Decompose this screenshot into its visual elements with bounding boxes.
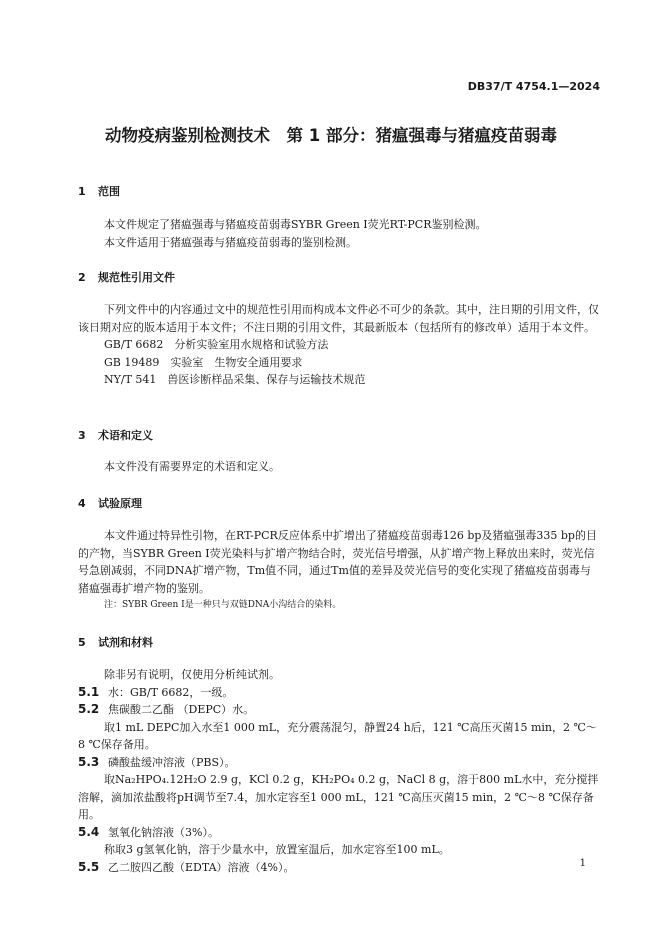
paragraph: 本文件适用于猪瘟强毒与猪瘟疫苗弱毒的鉴别检测。 bbox=[104, 235, 357, 249]
reference-item: GB 19489 实验室 生物安全通用要求 bbox=[104, 355, 303, 369]
section-number: 3 bbox=[78, 429, 86, 442]
section-title: 规范性引用文件 bbox=[98, 271, 175, 284]
section-title: 试剂和材料 bbox=[98, 636, 153, 649]
section-3-heading bbox=[78, 427, 153, 443]
section-4-body bbox=[78, 527, 600, 615]
paragraph: 除非另有说明，仅使用分析纯试剂。 bbox=[104, 668, 280, 681]
page-title: 动物疫病鉴别检测技术 第 1 部分：猪瘟强毒与猪瘟疫苗弱毒 bbox=[105, 126, 557, 145]
section-title: 术语和定义 bbox=[98, 429, 153, 442]
subclause-5-3 bbox=[78, 754, 600, 772]
section-5-heading bbox=[78, 634, 153, 650]
subclause-5-1 bbox=[78, 684, 600, 702]
section-3-body bbox=[78, 458, 598, 476]
section-1-body bbox=[78, 216, 598, 251]
subclause-title: 磷酸盐缓冲溶液（PBS）。 bbox=[108, 755, 236, 769]
section-title: 范围 bbox=[98, 185, 120, 198]
subclause-number: 5.1 bbox=[78, 684, 100, 699]
note: 注：SYBR Green I是一种只与双链DNA小沟结合的染料。 bbox=[104, 600, 342, 610]
paragraph: 称取3 g氢氧化钠，溶于少量水中，放置室温后，加水定容至100 mL。 bbox=[104, 843, 450, 856]
subclause-title: 焦碳酸二乙酯 （DEPC）水。 bbox=[108, 703, 255, 716]
page-number: 1 bbox=[579, 858, 586, 869]
section-5-body bbox=[78, 666, 600, 876]
reference-item: GB/T 6682 分析实验室用水规格和试验方法 bbox=[104, 338, 329, 351]
subclause-title: 乙二胺四乙酸（EDTA）溶液（4%）。 bbox=[108, 860, 295, 874]
section-number: 4 bbox=[78, 497, 86, 510]
section-4-heading bbox=[78, 495, 142, 511]
subclause-number: 5.4 bbox=[78, 824, 100, 839]
subclause-number: 5.5 bbox=[78, 859, 100, 874]
paragraph: 取Na₂HPO₄.12H₂O 2.9 g，KCl 0.2 g，KH₂PO₄ 0.2 g，NaCl 8 g，溶于800 mL水中，充分搅拌溶解，滴加浓盐酸将pH调节至7.4，加水定容至1 000 mL，121 ℃高压灭菌15 min，2 ℃～8 ℃保存备用。 bbox=[78, 773, 599, 821]
section-number: 2 bbox=[78, 271, 86, 284]
section-number: 5 bbox=[78, 636, 86, 649]
paragraph: 本文件没有需要界定的术语和定义。 bbox=[104, 460, 280, 473]
subclause-number: 5.2 bbox=[78, 702, 100, 716]
subclause-title: 水：GB/T 6682，一级。 bbox=[108, 685, 234, 699]
subclause-5-2 bbox=[78, 701, 600, 719]
subclause-5-4 bbox=[78, 824, 600, 842]
paragraph: 本文件规定了猪瘟强毒与猪瘟疫苗弱毒SYBR Green I荧光RT-PCR鉴别检测。 bbox=[104, 218, 487, 231]
paragraph: 下列文件中的内容通过文中的规范性引用而构成本文件必不可少的条款。其中，注日期的引用文件，仅该日期对应的版本适用于本文件；不注日期的引用文件，其最新版本（包括所有的修改单）适用于本文件。 bbox=[78, 303, 599, 334]
subclause-title: 氢氧化钠溶液（3%）。 bbox=[108, 825, 219, 839]
section-number: 1 bbox=[78, 185, 86, 198]
section-2-heading bbox=[78, 269, 175, 285]
section-title: 试验原理 bbox=[98, 497, 142, 510]
reference-item: NY/T 541 兽医诊断样品采集、保存与运输技术规范 bbox=[104, 373, 366, 386]
document-number: DB37/T 4754.1—2024 bbox=[467, 80, 600, 93]
section-1-heading bbox=[78, 183, 120, 199]
paragraph: 本文件通过特异性引物，在RT-PCR反应体系中扩增出了猪瘟疫苗弱毒126 bp及猪瘟强毒335 bp的目的产物，当SYBR Green I荧光染料与扩增产物结合时，荧光信号增强，从扩增产物上释放出来时，荧光信号急剧减弱，不同DNA扩增产物，Tm值不同，通过Tm值的差异及荧光信号的变化实现了猪瘟疫苗弱毒与猪瘟强毒扩增产物的鉴别。 bbox=[78, 529, 597, 595]
section-2-body bbox=[78, 301, 600, 389]
subclause-5-5 bbox=[78, 859, 600, 877]
paragraph: 取1 mL DEPC加入水至1 000 mL，充分震荡混匀，静置24 h后，121 ℃高压灭菌15 min，2 ℃～8 ℃保存备用。 bbox=[78, 720, 597, 751]
subclause-number: 5.3 bbox=[78, 754, 100, 769]
